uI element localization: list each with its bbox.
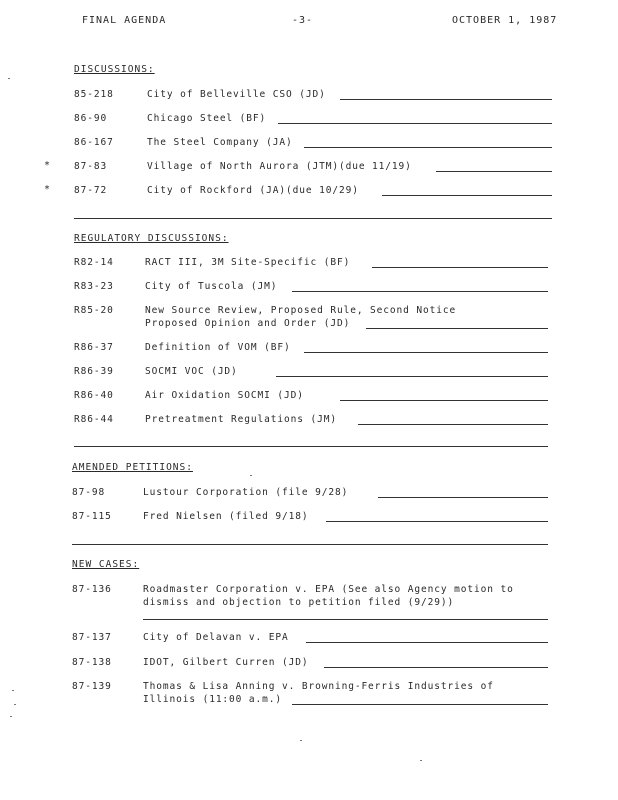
agenda-title: FINAL AGENDA <box>82 15 167 26</box>
section-divider-line <box>74 218 552 219</box>
scan-speck <box>14 704 16 705</box>
signature-line <box>382 195 552 196</box>
asterisk-mark: * <box>44 160 51 171</box>
signature-line <box>304 147 552 148</box>
item-text: RACT III, 3M Site-Specific (BF) <box>145 257 351 268</box>
docket-number: 87-83 <box>74 161 108 172</box>
signature-line <box>366 328 548 329</box>
signature-line <box>304 352 548 353</box>
item-text: Lustour Corporation (file 9/28) <box>143 487 349 498</box>
item-text: Roadmaster Corporation v. EPA (See also Agency motion to <box>143 584 514 595</box>
docket-number: 87-115 <box>72 511 112 522</box>
scan-speck <box>420 760 422 761</box>
page-number: -3- <box>292 15 314 26</box>
docket-number: R83-23 <box>74 281 114 292</box>
item-text-continued: Illinois (11:00 a.m.) <box>143 694 283 705</box>
item-text: Village of North Aurora (JTM)(due 11/19) <box>147 161 412 172</box>
asterisk-mark: * <box>44 184 51 195</box>
section-title-regulatory: REGULATORY DISCUSSIONS: <box>74 233 229 244</box>
docket-number: 87-138 <box>72 657 112 668</box>
signature-line <box>340 99 552 100</box>
item-text: Definition of VOM (BF) <box>145 342 291 353</box>
signature-line <box>358 424 548 425</box>
item-text: Air Oxidation SOCMI (JD) <box>145 390 304 401</box>
docket-number: 87-139 <box>72 681 112 692</box>
docket-number: 87-137 <box>72 632 112 643</box>
item-text: Chicago Steel (BF) <box>147 113 267 124</box>
docket-number: R86-37 <box>74 342 114 353</box>
item-text: City of Belleville CSO (JD) <box>147 89 326 100</box>
section-title-discussions: DISCUSSIONS: <box>74 64 155 75</box>
signature-line <box>340 400 548 401</box>
docket-number: 85-218 <box>74 89 114 100</box>
item-text: City of Delavan v. EPA <box>143 632 289 643</box>
item-text: The Steel Company (JA) <box>147 137 293 148</box>
docket-number: R86-40 <box>74 390 114 401</box>
item-text: IDOT, Gilbert Curren (JD) <box>143 657 309 668</box>
docket-number: 86-167 <box>74 137 114 148</box>
item-text: City of Rockford (JA)(due 10/29) <box>147 185 359 196</box>
item-text: Pretreatment Regulations (JM) <box>145 414 337 425</box>
agenda-date: OCTOBER 1, 1987 <box>452 15 558 26</box>
item-text: City of Tuscola (JM) <box>145 281 278 292</box>
section-title-amended: AMENDED PETITIONS: <box>72 462 193 473</box>
scan-speck <box>10 716 12 717</box>
docket-number: R86-44 <box>74 414 114 425</box>
item-text: Fred Nielsen (filed 9/18) <box>143 511 309 522</box>
signature-line <box>372 267 548 268</box>
signature-line <box>326 521 548 522</box>
section-divider-line <box>74 446 548 447</box>
signature-line <box>378 497 548 498</box>
signature-line <box>292 291 548 292</box>
section-title-new-cases: NEW CASES: <box>72 559 140 570</box>
signature-line <box>278 123 552 124</box>
docket-number: R86-39 <box>74 366 114 377</box>
docket-number: 86-90 <box>74 113 108 124</box>
item-text-continued: dismiss and objection to petition filed (9/29)) <box>143 597 455 608</box>
item-text-continued: Proposed Opinion and Order (JD) <box>145 318 351 329</box>
signature-line <box>143 619 548 620</box>
docket-number: R85-20 <box>74 305 114 316</box>
docket-number: 87-98 <box>72 487 106 498</box>
signature-line <box>324 667 548 668</box>
signature-line <box>292 704 548 705</box>
scan-speck <box>8 78 10 79</box>
scan-speck <box>250 475 252 476</box>
scan-speck <box>300 740 302 741</box>
docket-number: R82-14 <box>74 257 114 268</box>
item-text: Thomas & Lisa Anning v. Browning-Ferris Industries of <box>143 681 494 692</box>
section-divider-line <box>72 544 548 545</box>
signature-line <box>306 642 548 643</box>
scan-speck <box>12 690 14 691</box>
docket-number: 87-72 <box>74 185 108 196</box>
item-text: SOCMI VOC (JD) <box>145 366 238 377</box>
item-text: New Source Review, Proposed Rule, Second Notice <box>145 305 457 316</box>
signature-line <box>436 171 552 172</box>
docket-number: 87-136 <box>72 584 112 595</box>
signature-line <box>276 376 548 377</box>
